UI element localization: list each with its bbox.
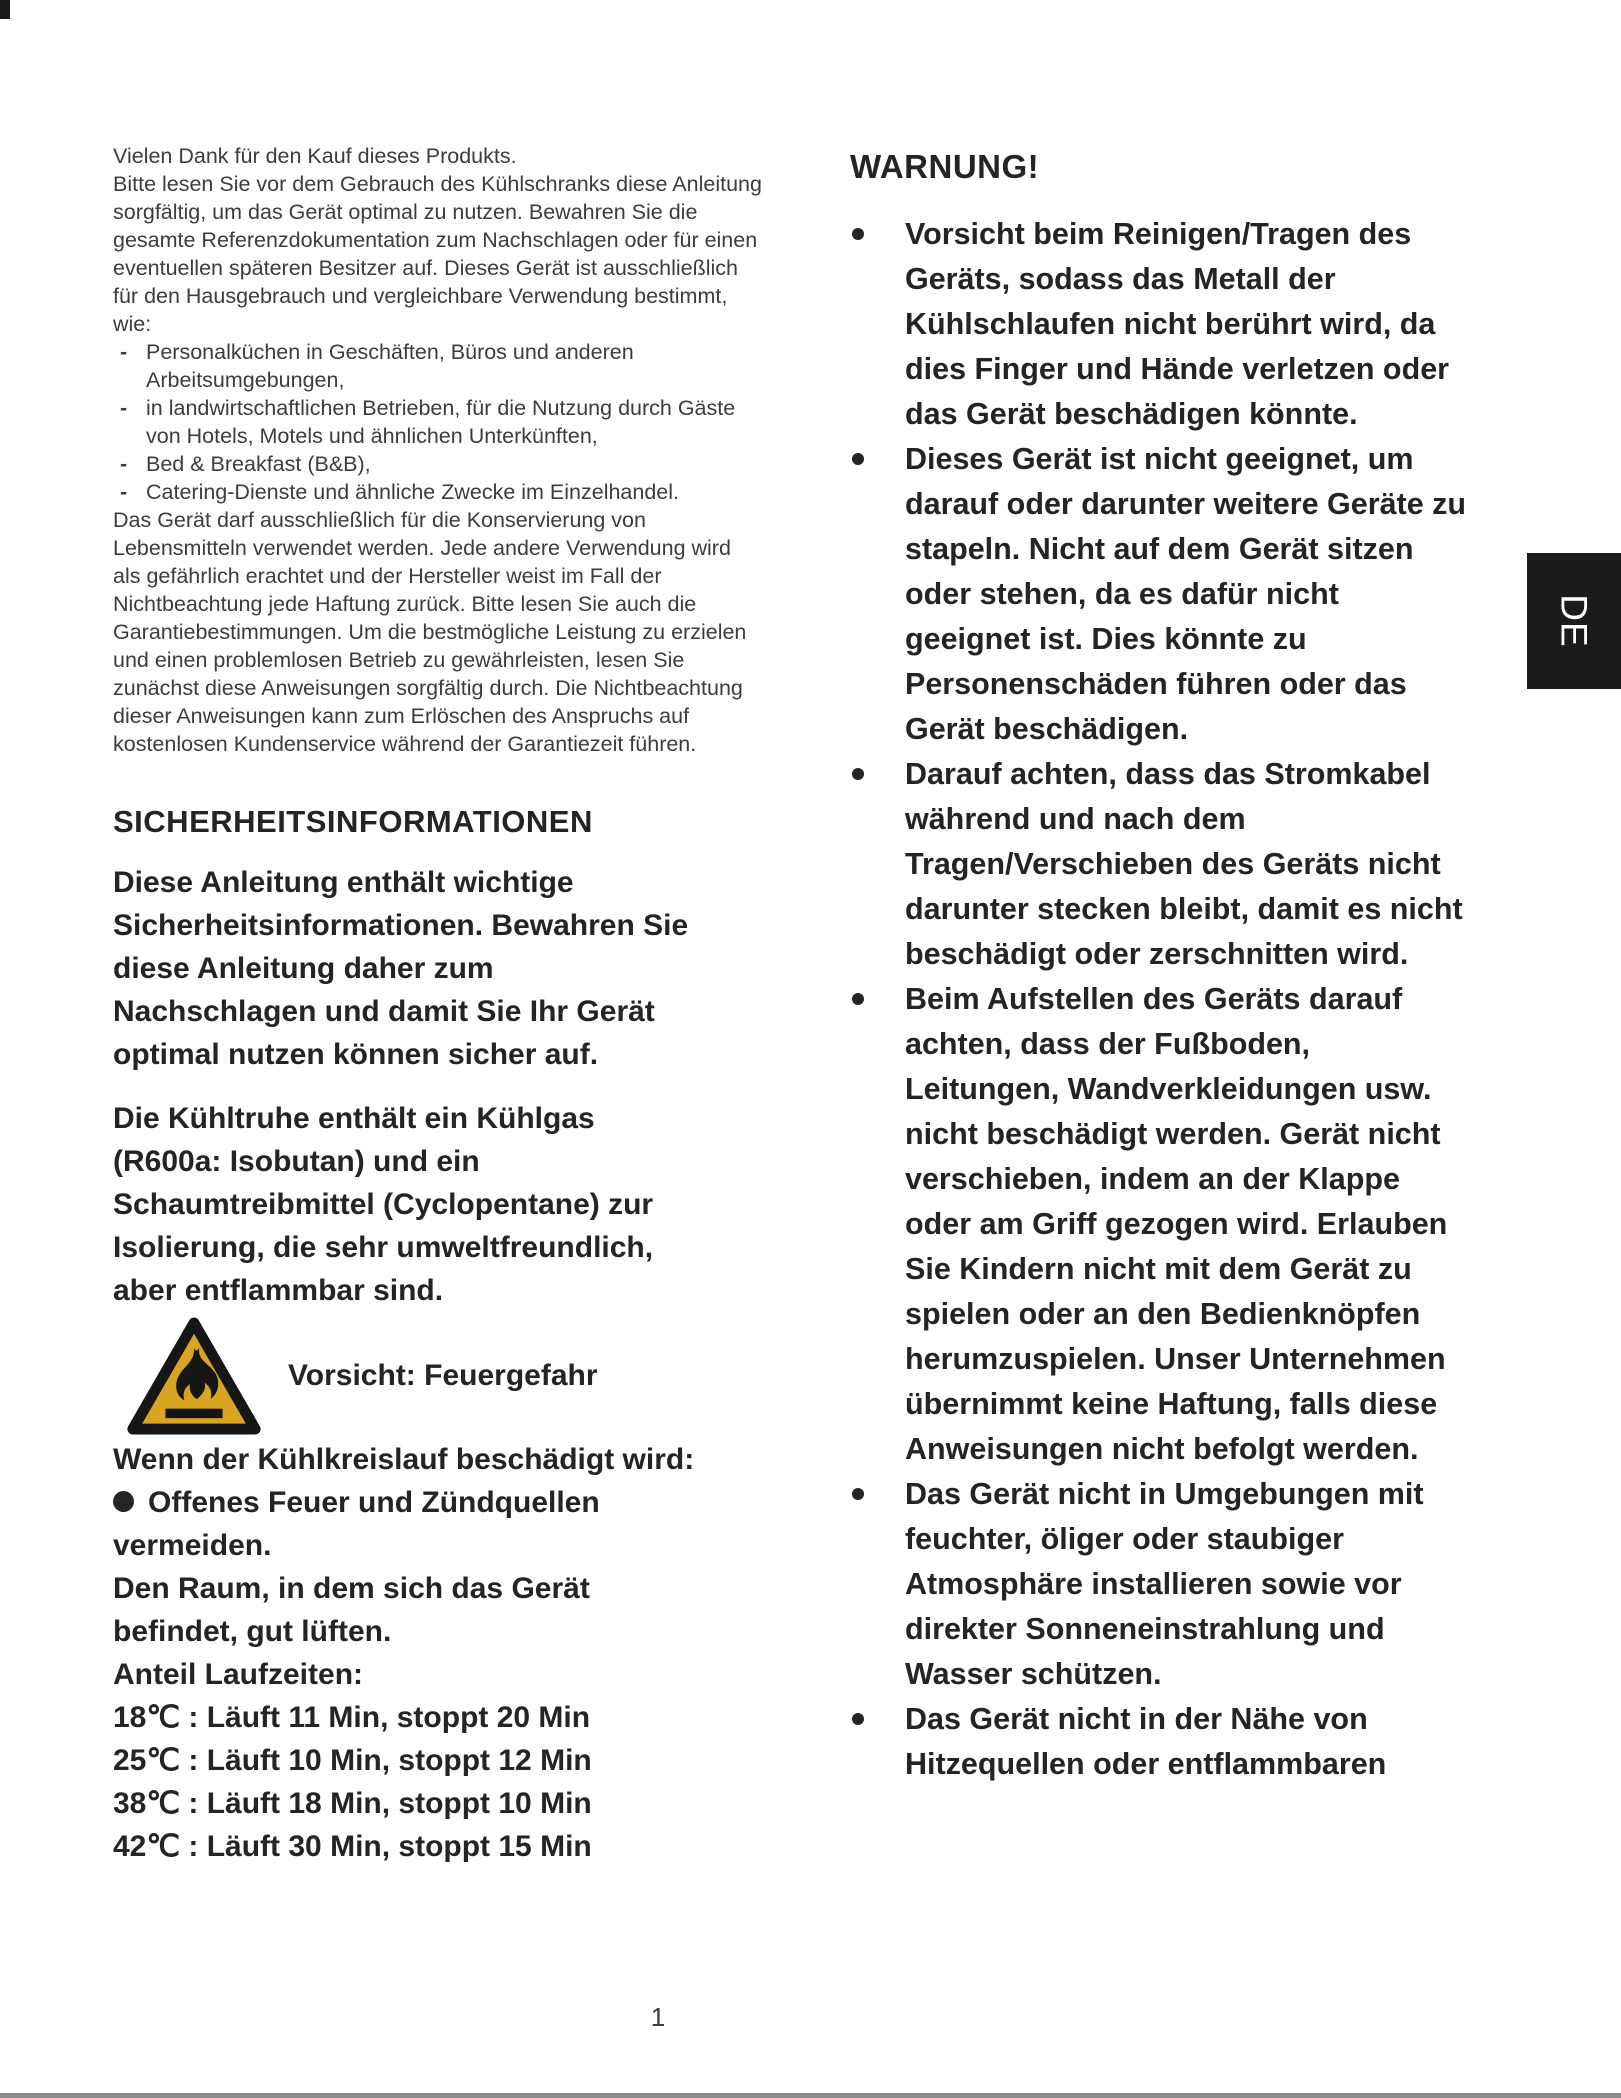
warning-item	[850, 437, 1470, 752]
open-fire-line	[113, 1481, 698, 1567]
damage-intro-line: Wenn der Kühlkreislauf beschädigt wird:	[113, 1443, 695, 1476]
safety-info-heading: SICHERHEITSINFORMATIONEN	[113, 804, 593, 839]
warning-text: Das Gerät nicht in Umgebungen mit feuchter, öliger oder staubiger Atmosphäre installieren sowie vor direkter Sonneneinstrahlung und Wasser schützen.	[905, 1477, 1424, 1691]
intro-section	[113, 142, 763, 758]
ventilation-line: Den Raum, in dem sich das Gerät befindet, gut lüften.	[113, 1572, 590, 1648]
warning-heading: WARNUNG!	[850, 148, 1040, 185]
intro-paragraph: Bitte lesen Sie vor dem Gebrauch des Kühlschranks diese Anleitung sorgfältig, um das Gerät optimal zu nutzen. Bewahren Sie die gesamte Referenzdokumentation zum Nachschlagen oder für einen eventuellen späteren Besitzer auf. Dieses Gerät ist ausschließlich für den Hausgebrauch und vergleichbare Verwendung bestimmt, wie:	[113, 172, 762, 336]
usage-list-item-text: in landwirtschaftlichen Betrieben, für die Nutzung durch Gäste von Hotels, Motels und ähnlichen Unterkünften,	[146, 396, 736, 448]
safety-paragraph: Diese Anleitung enthält wichtige Sicherheitsinformationen. Bewahren Sie diese Anleitung daher zum Nachschlagen und damit Sie Ihr Gerät optimal nutzen können sicher auf.	[113, 866, 689, 1071]
dash-marker-icon: -	[120, 396, 128, 420]
warning-item	[850, 1472, 1470, 1697]
usage-list-item-text: Bed & Breakfast (B&B),	[146, 452, 371, 476]
warning-text: Beim Aufstellen des Geräts darauf achten, dass der Fußboden, Leitungen, Wandverkleidungen usw. nicht beschädigt werden. Gerät nicht verschieben, indem an der Klappe oder am Griff gezogen wird. Erlauben Sie Kindern nicht mit dem Gerät zu spielen oder an den Bedienknöpfen herumzuspielen. Unser Unternehmen übernimmt keine Haftung, falls diese Anweisungen nicht befolgt werden.	[905, 982, 1448, 1466]
intro-paragraph-2: Das Gerät darf ausschließlich für die Konservierung von Lebensmitteln verwendet werden. Jede andere Verwendung wird als gefährlich erachtet und der Hersteller weist im Fall der Nichtbeachtung jede Haftung zurück. Bitte lesen Sie auch die Garantiebestimmungen. Um die bestmögliche Leistung zu erzielen und einen problemlosen Betrieb zu gewährleisten, lesen Sie zunächst diese Anweisungen sorgfältig durch. Die Nichtbeachtung dieser Anweisungen kann zum Erlöschen des Anspruchs auf kostenlosen Kundenservice während der Garantiezeit führen.	[113, 508, 747, 756]
warning-text: Darauf achten, dass das Stromkabel während und nach dem Tragen/Verschieben des Geräts nicht darunter stecken bleibt, damit es nicht beschädigt oder zerschnitten wird.	[905, 757, 1463, 971]
warning-text: Dieses Gerät ist nicht geeignet, um darauf oder darunter weitere Geräte zu stapeln. Nicht auf dem Gerät sitzen oder stehen, da es dafür nicht geeignet ist. Dies könnte zu Personenschäden führen oder das Gerät beschädigen.	[905, 442, 1467, 746]
warning-item	[850, 1697, 1470, 1787]
damage-instructions	[113, 1438, 698, 1868]
warning-item	[850, 752, 1470, 977]
usage-list-item	[113, 338, 763, 394]
runtime-heading: Anteil Laufzeiten:	[113, 1658, 364, 1691]
refrigerant-paragraph: Die Kühltruhe enthält ein Kühlgas (R600a: Isobutan) und ein Schaumtreibmittel (Cyclopentane) zur Isolierung, die sehr umweltfreundlich, aber entflammbar sind.	[113, 1102, 654, 1307]
usage-list-item	[113, 394, 763, 450]
runtime-line: 25℃ : Läuft 10 Min, stoppt 12 Min	[113, 1744, 592, 1777]
language-tab-de	[1527, 553, 1621, 689]
bullet-dot-icon	[113, 1491, 134, 1512]
warning-item	[850, 212, 1470, 437]
page-number: 1	[650, 2002, 666, 2032]
usage-list	[113, 338, 763, 506]
usage-list-item-text: Catering-Dienste und ähnliche Zwecke im Einzelhandel.	[146, 480, 680, 504]
bullet-dot-icon	[850, 1697, 905, 1787]
language-tab-label: DE	[1554, 594, 1595, 648]
scan-corner-mark	[0, 0, 10, 19]
bullet-dot-icon	[850, 752, 905, 977]
bullet-dot-icon	[850, 1472, 905, 1697]
bullet-dot-icon	[850, 437, 905, 752]
fire-warning-row	[126, 1314, 763, 1438]
dash-marker-icon: -	[120, 480, 128, 504]
warning-text: Vorsicht beim Reinigen/Tragen des Geräts, sodass das Metall der Kühlschlaufen nicht berührt wird, da dies Finger und Hände verletzen oder das Gerät beschädigen könnte.	[905, 217, 1450, 431]
flammable-warning-triangle-icon	[126, 1314, 262, 1438]
runtime-line: 38℃ : Läuft 18 Min, stoppt 10 Min	[113, 1787, 592, 1820]
dash-marker-icon: -	[120, 452, 128, 476]
usage-list-item	[113, 478, 763, 506]
footer-bar	[0, 2093, 1621, 2098]
bullet-dot-icon	[850, 212, 905, 437]
open-fire-text: Offenes Feuer und Zündquellen vermeiden.	[113, 1486, 600, 1562]
fire-warning-label: Vorsicht: Feuergefahr	[288, 1359, 598, 1392]
warning-list	[850, 212, 1470, 1787]
bullet-dot-icon	[850, 977, 905, 1472]
runtime-line: 42℃ : Läuft 30 Min, stoppt 15 Min	[113, 1830, 592, 1863]
left-column	[113, 142, 763, 1868]
runtime-line: 18℃ : Läuft 11 Min, stoppt 20 Min	[113, 1701, 591, 1734]
usage-list-item	[113, 450, 763, 478]
dash-marker-icon: -	[120, 340, 128, 364]
warning-text: Das Gerät nicht in der Nähe von Hitzequellen oder entflammbaren	[905, 1702, 1387, 1781]
warning-item	[850, 977, 1470, 1472]
right-column	[850, 148, 1470, 1787]
intro-line: Vielen Dank für den Kauf dieses Produkts.	[113, 144, 517, 168]
usage-list-item-text: Personalküchen in Geschäften, Büros und anderen Arbeitsumgebungen,	[146, 340, 634, 392]
